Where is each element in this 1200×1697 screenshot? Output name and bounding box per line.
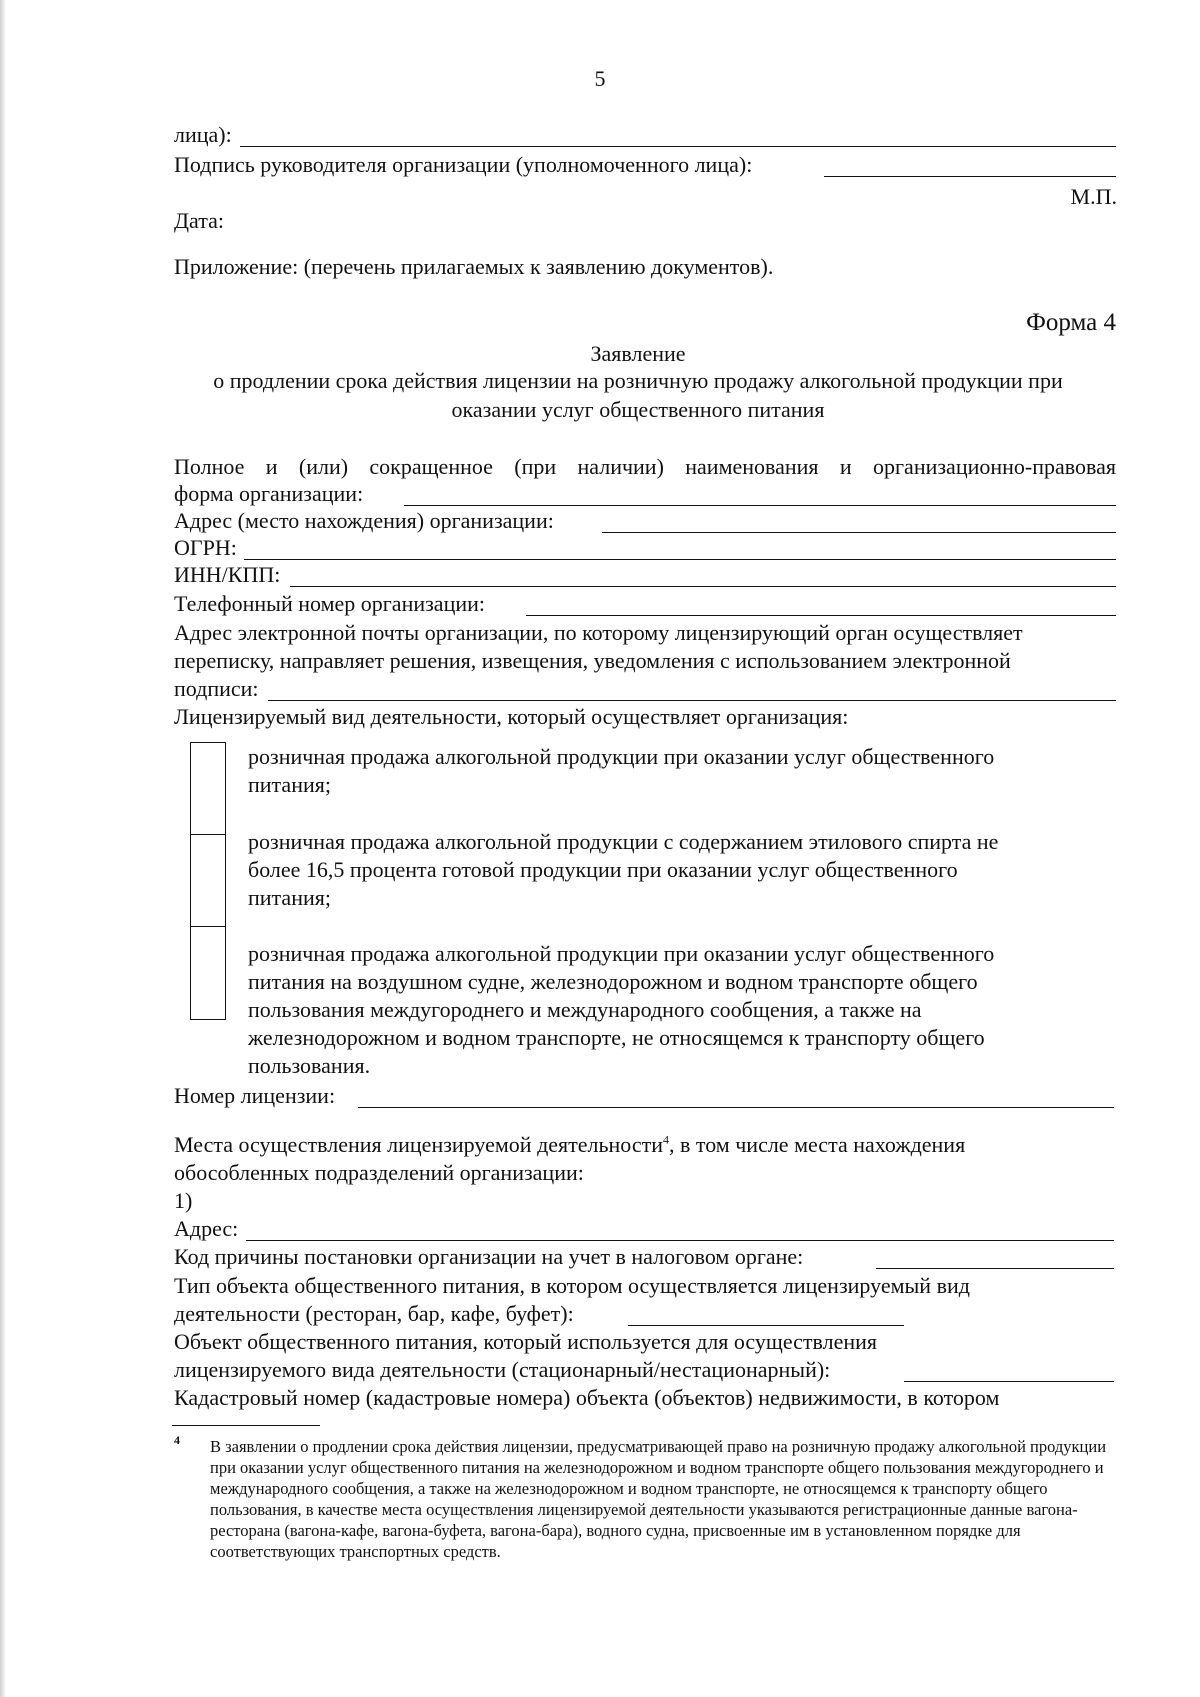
option-checkbox-2[interactable] <box>190 834 226 928</box>
option-2-line: более 16,5 процента готовой продукции при оказании услуг общественного <box>248 857 958 882</box>
email-line2: переписку, направляет решения, извещения, уведомления с использованием электронной <box>174 648 1011 673</box>
phone-label: Телефонный номер организации: <box>174 591 485 616</box>
option-3-line: розничная продажа алкогольной продукции при оказании услуг общественного <box>248 941 995 966</box>
object-type-label: деятельности (ресторан, бар, кафе, буфет): <box>174 1301 574 1326</box>
name-field-label: форма организации: <box>174 481 364 506</box>
option-text-3 <box>248 940 1088 1080</box>
date-label: Дата: <box>174 208 224 233</box>
ogrn-line[interactable] <box>244 559 1116 560</box>
inn-line[interactable] <box>290 586 1116 587</box>
page-number: 5 <box>594 66 606 91</box>
object-kind-line1: Объект общественного питания, который используется для осуществления <box>174 1329 878 1354</box>
name-field-line[interactable] <box>404 505 1116 506</box>
object-kind-line[interactable] <box>904 1381 1114 1382</box>
option-text-1 <box>248 743 1088 799</box>
address-line[interactable] <box>602 532 1116 533</box>
option-checkbox-3[interactable] <box>190 926 226 1020</box>
form-label: Форма 4 <box>1026 309 1116 336</box>
scan-edge <box>0 0 6 1697</box>
place-item-number: 1) <box>174 1188 193 1213</box>
footnote-ref: 4 <box>663 1132 670 1147</box>
option-3-line: пользования междугороднего и международного сообщения, а также на <box>248 997 922 1022</box>
option-1-line: питания; <box>248 772 331 797</box>
email-line1: Адрес электронной почты организации, по которому лицензирующий орган осуществляет <box>174 620 1023 645</box>
option-1-line: розничная продажа алкогольной продукции при оказании услуг общественного <box>248 744 995 769</box>
stamp-place: М.П. <box>1070 184 1117 209</box>
option-3-line: пользования. <box>248 1053 371 1078</box>
option-3-line: железнодорожном и водном транспорте, не относящемся к транспорту общего <box>248 1025 985 1050</box>
signature-line[interactable] <box>824 176 1116 177</box>
place-address-line[interactable] <box>246 1240 1114 1241</box>
address-label: Адрес (место нахождения) организации: <box>174 508 554 533</box>
signature-label: Подпись руководителя организации (уполномоченного лица): <box>174 152 753 177</box>
license-number-label: Номер лицензии: <box>174 1083 336 1108</box>
option-text-2 <box>248 828 1088 912</box>
object-type-line[interactable] <box>628 1325 904 1326</box>
footnote-text: В заявлении о продлении срока действия лицензии, предусматривающей право на розничную продажу алкогольной продукции при оказании услуг общественного питания на железнодорожном и водном транспорте общего пользования междугороднего и международного сообщения, а также на железнодорожном и водном транспорте, не относящемся к транспорту общего пользования, в качестве места осуществления лицензируемой деятельности указываются регистрационные данные вагона-ресторана (вагона-кафе, вагона-буфета, вагона-бара), водного судна, присвоенные им в установленном порядке для соответствующих транспортных средств. <box>210 1437 1107 1561</box>
option-checkbox-1[interactable] <box>190 742 226 836</box>
object-type-line1: Тип объекта общественного питания, в котором осуществляется лицензируемый вид <box>174 1273 970 1298</box>
name-field-line1: Полное и (или) сокращенное (при наличии) наименования и организационно-правовая <box>174 454 1116 479</box>
places-text-a: Места осуществления лицензируемой деятельности <box>174 1132 664 1157</box>
fill-line <box>240 146 1116 147</box>
place-address-label: Адрес: <box>174 1216 239 1241</box>
footnote-separator <box>172 1425 320 1426</box>
activity-label: Лицензируемый вид деятельности, который осуществляет организация: <box>174 704 849 729</box>
license-number-line[interactable] <box>358 1107 1114 1108</box>
form-subtitle-line1: о продлении срока действия лицензии на розничную продажу алкогольной продукции при <box>213 368 1063 393</box>
attachment-text: Приложение: (перечень прилагаемых к заявлению документов). <box>174 254 774 279</box>
email-line[interactable] <box>268 700 1116 701</box>
form-title: Заявление <box>590 341 686 366</box>
cadastral-text: Кадастровый номер (кадастровые номера) объекта (объектов) недвижимости, в котором <box>174 1385 1000 1410</box>
option-2-line: питания; <box>248 885 331 910</box>
ogrn-label: ОГРН: <box>174 535 237 560</box>
kpp-line[interactable] <box>876 1268 1114 1269</box>
object-kind-label: лицензируемого вида деятельности (стационарный/нестационарный): <box>174 1357 831 1382</box>
places-line1 <box>174 1132 965 1158</box>
option-3-line: питания на воздушном судне, железнодорожном и водном транспорте общего <box>248 969 978 994</box>
kpp-label: Код причины постановки организации на учет в налоговом органе: <box>174 1244 804 1269</box>
inn-label: ИНН/КПП: <box>174 562 281 587</box>
form-subtitle-line2: оказании услуг общественного питания <box>451 397 825 422</box>
option-2-line: розничная продажа алкогольной продукции с содержанием этилового спирта не <box>248 829 999 854</box>
email-label: подписи: <box>174 676 259 701</box>
places-line2: обособленных подразделений организации: <box>174 1160 584 1185</box>
footnote-mark: 4 <box>174 1433 180 1447</box>
continuation-text: лица): <box>174 122 232 147</box>
places-text-b: , в том числе места нахождения <box>669 1132 966 1157</box>
phone-line[interactable] <box>526 615 1116 616</box>
